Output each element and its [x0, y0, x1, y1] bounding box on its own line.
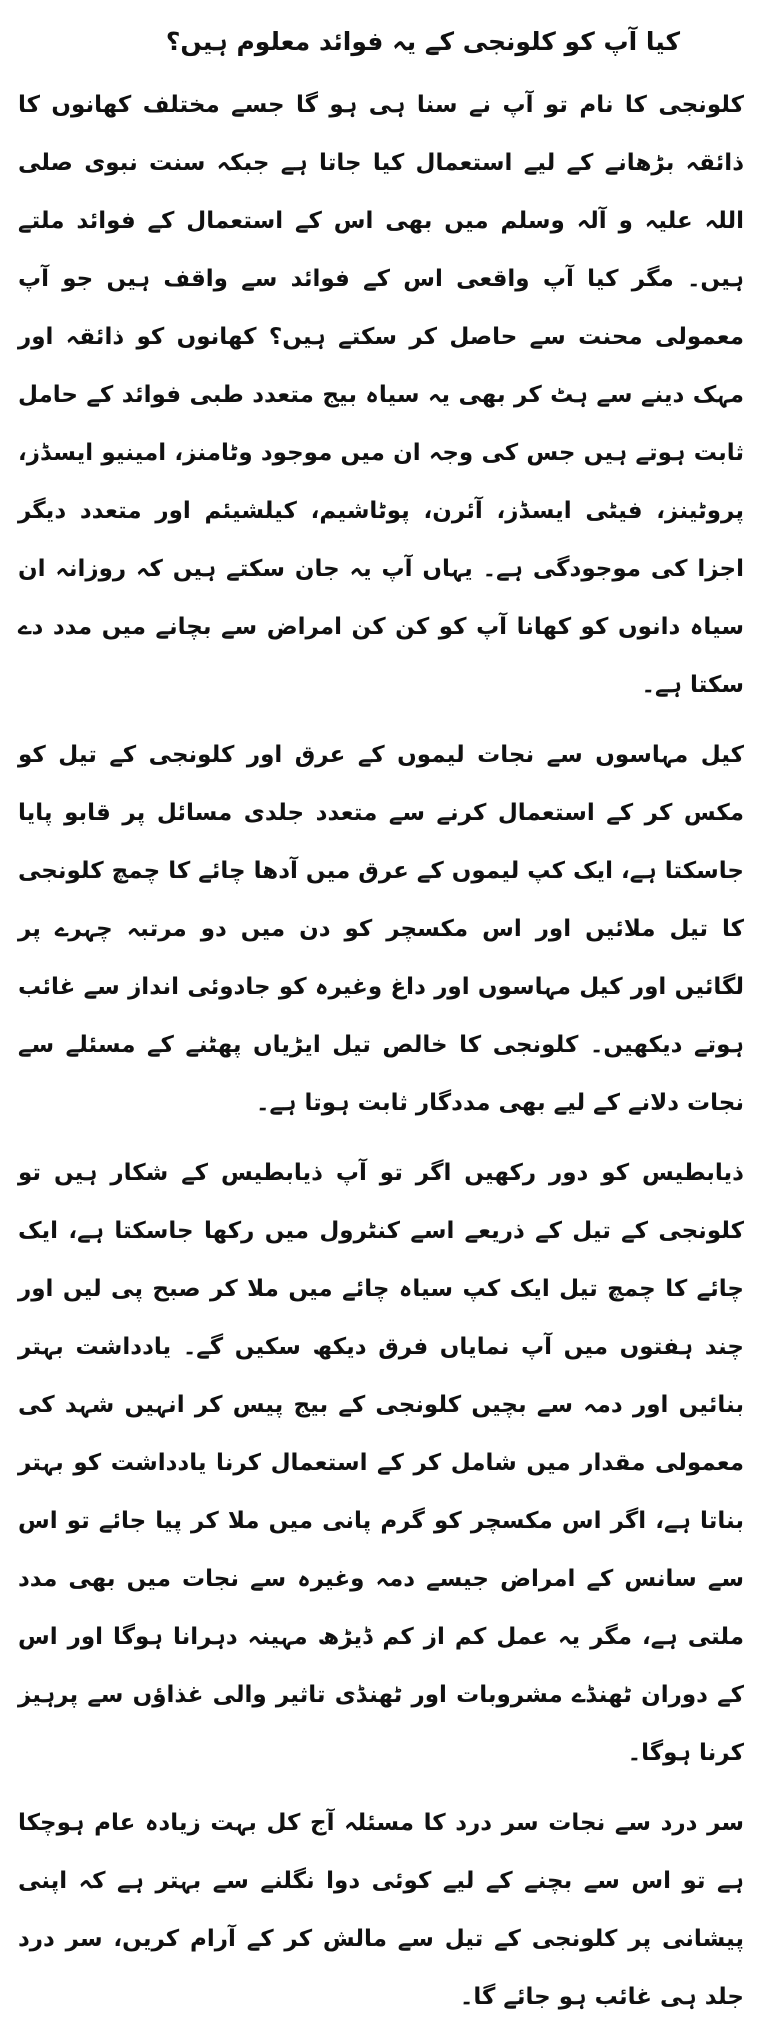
- article-paragraph-2: کیل مہاسوں سے نجات لیموں کے عرق اور کلونجی کے تیل کو مکس کر کے استعمال کرنے سے متعدد جلدی مسائل پر قابو پایا جاسکتا ہے، ایک کپ لیموں کے عرق میں آدھا چائے کا چمچ کلونجی کا تیل ملائیں اور اس مکسچر کو دن میں دو مرتبہ چہرے پر لگائیں اور کیل مہاسوں اور داغ وغیرہ کو جادوئی انداز سے غائب ہوتے دیکھیں۔ کلونجی کا خالص تیل ایڑیاں پھٹنے کے مسئلے سے نجات دلانے کے لیے بھی مددگار ثابت ہوتا ہے۔: [18, 742, 744, 1116]
- article-paragraph-4: سر درد سے نجات سر درد کا مسئلہ آج کل بہت زیادہ عام ہوچکا ہے تو اس سے بچنے کے لیے کوئی دوا نگلنے سے بہتر ہے کہ اپنی پیشانی پر کلونجی کے تیل سے مالش کر کے آرام کریں، سر درد جلد ہی غائب ہو جائے گا۔: [18, 1810, 744, 2010]
- article-title: کیا آپ کو کلونجی کے یہ فوائد معلوم ہیں؟: [165, 27, 680, 56]
- article-paragraph-1: کلونجی کا نام تو آپ نے سنا ہی ہو گا جسے مختلف کھانوں کا ذائقہ بڑھانے کے لیے استعمال کیا جاتا ہے جبکہ سنت نبوی صلی اللہ علیہ و آلہ وسلم میں بھی اس کے استعمال کے فوائد ملتے ہیں۔ مگر کیا آپ واقعی اس کے فوائد سے واقف ہیں جو آپ معمولی محنت سے حاصل کر سکتے ہیں؟ کھانوں کو ذائقہ اور مہک دینے سے ہٹ کر بھی یہ سیاہ بیج متعدد طبی فوائد کے حامل ثابت ہوتے ہیں جس کی وجہ ان میں موجود وٹامنز، امینیو ایسڈز، پروٹینز، فیٹی ایسڈز، آئرن، پوٹاشیم، کیلشیئم اور متعدد دیگر اجزا کی موجودگی ہے۔ یہاں آپ یہ جان سکتے ہیں کہ روزانہ ان سیاہ دانوں کو کھانا آپ کو کن کن امراض سے بچانے میں مدد دے سکتا ہے۔: [18, 92, 744, 698]
- article-paragraph-3: ذیابطیس کو دور رکھیں اگر تو آپ ذیابطیس کے شکار ہیں تو کلونجی کے تیل کے ذریعے اسے کنٹرول میں رکھا جاسکتا ہے، ایک چائے کا چمچ تیل ایک کپ سیاہ چائے میں ملا کر صبح پی لیں اور چند ہفتوں میں آپ نمایاں فرق دیکھ سکیں گے۔ یادداشت بہتر بنائیں اور دمہ سے بچیں کلونجی کے بیج پیس کر انہیں شہد کی معمولی مقدار میں شامل کر کے استعمال کرنا یادداشت کو بہتر بناتا ہے، اگر اس مکسچر کو گرم پانی میں ملا کر پیا جائے تو اس سے سانس کے امراض جیسے دمہ وغیرہ سے نجات میں بھی مدد ملتی ہے، مگر یہ عمل کم از کم ڈیڑھ مہینہ دہرانا ہوگا اور اس کے دوران ٹھنڈے مشروبات اور ٹھنڈی تاثیر والی غذاؤں سے پرہیز کرنا ہوگا۔: [18, 1160, 744, 1766]
